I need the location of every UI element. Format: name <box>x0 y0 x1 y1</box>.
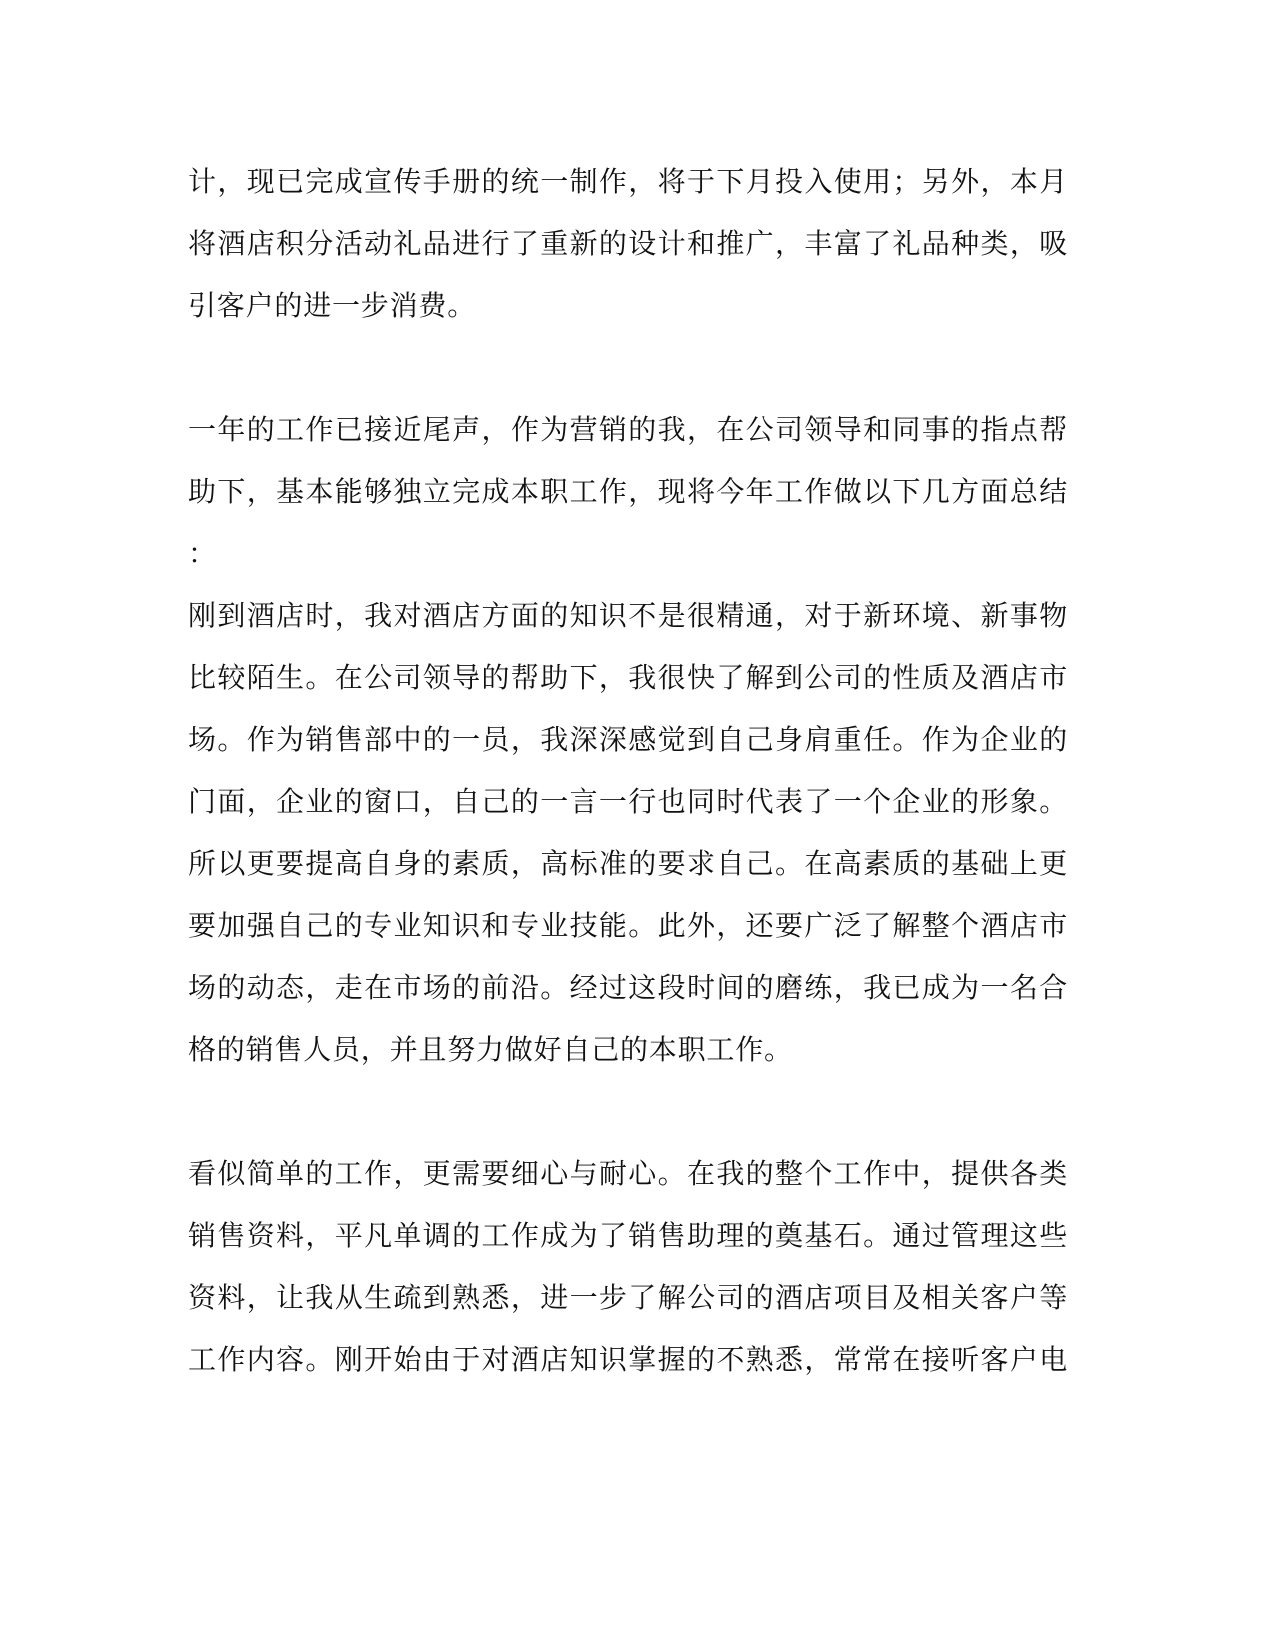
text-line: 比较陌生。在公司领导的帮助下，我很快了解到公司的性质及酒店市 <box>188 661 1068 694</box>
text-line: 工作内容。刚开始由于对酒店知识掌握的不熟悉，常常在接听客户电 <box>188 1343 1068 1376</box>
text-line: 场的动态，走在市场的前沿。经过这段时间的磨练，我已成为一名合 <box>188 971 1068 1004</box>
text-line: 要加强自己的专业知识和专业技能。此外，还要广泛了解整个酒店市 <box>188 909 1068 942</box>
text-line: 助下，基本能够独立完成本职工作，现将今年工作做以下几方面总结 <box>188 475 1068 508</box>
text-line: 格的销售人员，并且努力做好自己的本职工作。 <box>188 1033 793 1066</box>
text-line: 所以更要提高自身的素质，高标准的要求自己。在高素质的基础上更 <box>188 847 1068 880</box>
text-line: 资料，让我从生疏到熟悉，进一步了解公司的酒店项目及相关客户等 <box>188 1281 1068 1314</box>
text-line: 门面，企业的窗口，自己的一言一行也同时代表了一个企业的形象。 <box>188 785 1068 818</box>
text-line: 刚到酒店时，我对酒店方面的知识不是很精通，对于新环境、新事物 <box>188 599 1068 632</box>
text-line: ： <box>188 537 217 570</box>
text-line: 销售资料，平凡单调的工作成为了销售助理的奠基石。通过管理这些 <box>188 1219 1068 1252</box>
text-line: 将酒店积分活动礼品进行了重新的设计和推广，丰富了礼品种类，吸 <box>188 227 1068 260</box>
text-line: 引客户的进一步消费。 <box>188 289 477 322</box>
text-line: 一年的工作已接近尾声，作为营销的我，在公司领导和同事的指点帮 <box>188 413 1068 446</box>
text-line: 场。作为销售部中的一员，我深深感觉到自己身肩重任。作为企业的 <box>188 723 1068 756</box>
text-line: 看似简单的工作，更需要细心与耐心。在我的整个工作中，提供各类 <box>188 1157 1068 1190</box>
text-line: 计，现已完成宣传手册的统一制作，将于下月投入使用；另外，本月 <box>188 165 1068 198</box>
